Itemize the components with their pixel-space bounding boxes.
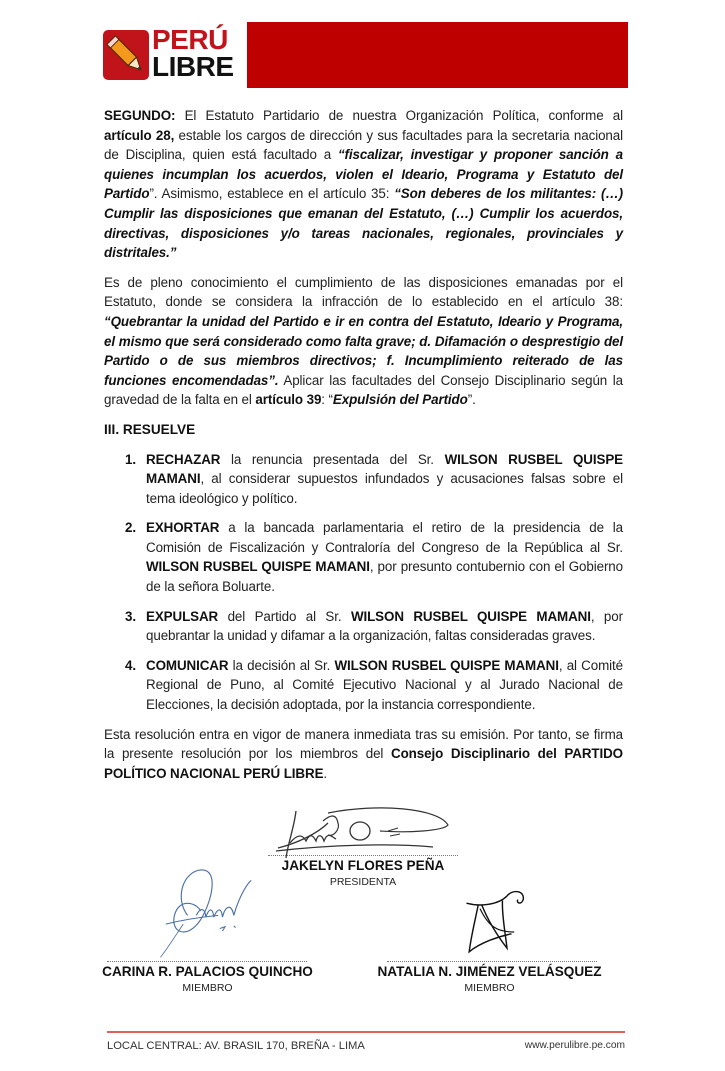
footer-address: LOCAL CENTRAL: AV. BRASIL 170, BREÑA - LIMA — [107, 1040, 365, 1053]
signer-role: MIEMBRO — [182, 982, 233, 995]
footer-website[interactable]: www.perulibre.pe.com — [524, 1040, 625, 1052]
header-banner — [247, 22, 628, 88]
item-number: 3. — [125, 608, 136, 624]
text-run: ”. Asimismo, establece en el artículo 35: — [149, 186, 395, 202]
quote-text: “Quebrantar la unidad del Partido e ir en contra del Estatuto, Ideario y Programa, el mismo que será considerado como falta grave; d. Difamación o desprestigio del Partido o de sus miembros directivos; f. Incumplimiento reiterado de las funciones encomendadas”. — [104, 313, 623, 388]
text-run: la decisión al Sr. — [228, 657, 335, 673]
signature-line — [387, 961, 597, 962]
council-name: Consejo Disciplinario del PARTIDO POLÍTICO NACIONAL PERÚ LIBRE — [104, 746, 623, 781]
item-verb: EXHORTAR — [146, 520, 220, 536]
signer-role: MIEMBRO — [464, 982, 515, 995]
quote-text: “fiscalizar, investigar y proponer sanción a quienes incumplan los acuerdos, violen el Ideario, Programa y Estatuto del Partido — [104, 147, 624, 202]
logo-text-peru: PERÚ — [152, 24, 228, 55]
text-run: Es de pleno conocimiento el cumplimiento de las disposiciones emanadas por el Estatuto, donde se considera la infracción de lo establecido en el artículo 38: — [104, 274, 623, 310]
person-name: WILSON RUSBEL QUISPE MAMANI — [146, 559, 370, 575]
item-number: 2. — [125, 520, 136, 536]
resolution-list — [125, 450, 623, 715]
document-body — [104, 100, 623, 1023]
text-run: , al considerar supuestos infundados y acusaciones falsas sobre el tema ideológico y político. — [146, 471, 623, 506]
text-run: . — [323, 765, 328, 781]
text-run: , por quebrantar la unidad y difamar a la organización, faltas consideradas graves. — [146, 608, 623, 644]
text-run: la renuncia presentada del Sr. — [220, 451, 445, 467]
paragraph-segundo — [104, 106, 623, 263]
peru-libre-logo — [103, 24, 238, 83]
text-run: , al Comité Regional de Puno, al Comité Ejecutivo Nacional y al Jurado Nacional de Elecciones, la decisión adoptada, por la instancia correspondiente. — [146, 657, 623, 713]
text-run: , por presunto contubernio con el Gobierno de la señora Boluarte. — [146, 559, 623, 595]
article-28-ref: artículo 28, — [104, 127, 175, 143]
signer-name: CARINA R. PALACIOS QUINCHO — [102, 964, 313, 980]
item-verb: COMUNICAR — [146, 657, 229, 673]
article-39-ref: artículo 39 — [255, 392, 322, 408]
signature-line — [268, 855, 458, 856]
section-heading-resuelve: III. RESUELVE — [104, 421, 196, 437]
person-name: WILSON RUSBEL QUISPE MAMANI — [350, 608, 591, 624]
person-name: WILSON RUSBEL QUISPE MAMANI — [146, 451, 623, 487]
signature-line — [107, 961, 307, 962]
paragraph-infraccion — [104, 273, 623, 410]
pencil-icon — [103, 30, 149, 80]
logo-text-libre: LIBRE — [152, 51, 234, 82]
signatures-block — [0, 793, 725, 1023]
quote-text: Expulsión del Partido — [332, 392, 468, 408]
item-number: 1. — [125, 451, 136, 467]
signer-name: JAKELYN FLORES PEÑA — [281, 858, 445, 874]
text-run: estable los cargos de dirección y sus facultades para la secretaria nacional de Disciplina, quien está facultado a — [104, 127, 624, 163]
item-verb: EXPULSAR — [146, 608, 219, 624]
resolution-item — [125, 656, 623, 715]
footer-divider — [107, 1031, 625, 1033]
resolution-item — [125, 450, 623, 509]
text-run: ”. — [467, 392, 476, 408]
signer-name: NATALIA N. JIMÉNEZ VELÁSQUEZ — [377, 964, 602, 980]
resolution-item — [125, 607, 623, 646]
text-run: El Estatuto Partidario de nuestra Organización Política, conforme al — [175, 108, 623, 123]
segundo-label: SEGUNDO: — [104, 108, 176, 123]
text-run: : “ — [321, 392, 333, 408]
signature-miembro-2 — [458, 887, 538, 959]
signature-miembro-1 — [140, 863, 270, 959]
signature-presidenta — [268, 803, 458, 863]
footer — [0, 1031, 725, 1071]
paragraph-closing — [104, 725, 623, 784]
text-run: a la bancada parlamentaria el retiro de la presidencia de la Comisión de Fiscalización y Contraloría del Congreso de la República al Sr. — [146, 520, 623, 555]
item-number: 4. — [125, 657, 136, 673]
resolution-item — [125, 518, 623, 596]
item-verb: RECHAZAR — [146, 451, 221, 467]
text-run: Aplicar las facultades del Consejo Disciplinario según la gravedad de la falta en el — [104, 372, 623, 408]
text-run: del Partido al Sr. — [218, 608, 351, 624]
letterhead — [0, 0, 725, 100]
text-run: Esta resolución entra en vigor de manera inmediata tras su emisión. Por tanto, se firma la presente resolución por los miembros del — [104, 726, 623, 762]
signer-role: PRESIDENTA — [329, 876, 397, 889]
quote-text: “Son deberes de los militantes: (…) Cumplir las disposiciones que emanan del Estatuto, (…) Cumplir los acuerdos, directivas, disposiciones y/o tareas nacionales, regionales, provinciales y distritales.” — [104, 186, 623, 261]
person-name: WILSON RUSBEL QUISPE MAMANI — [334, 657, 559, 673]
